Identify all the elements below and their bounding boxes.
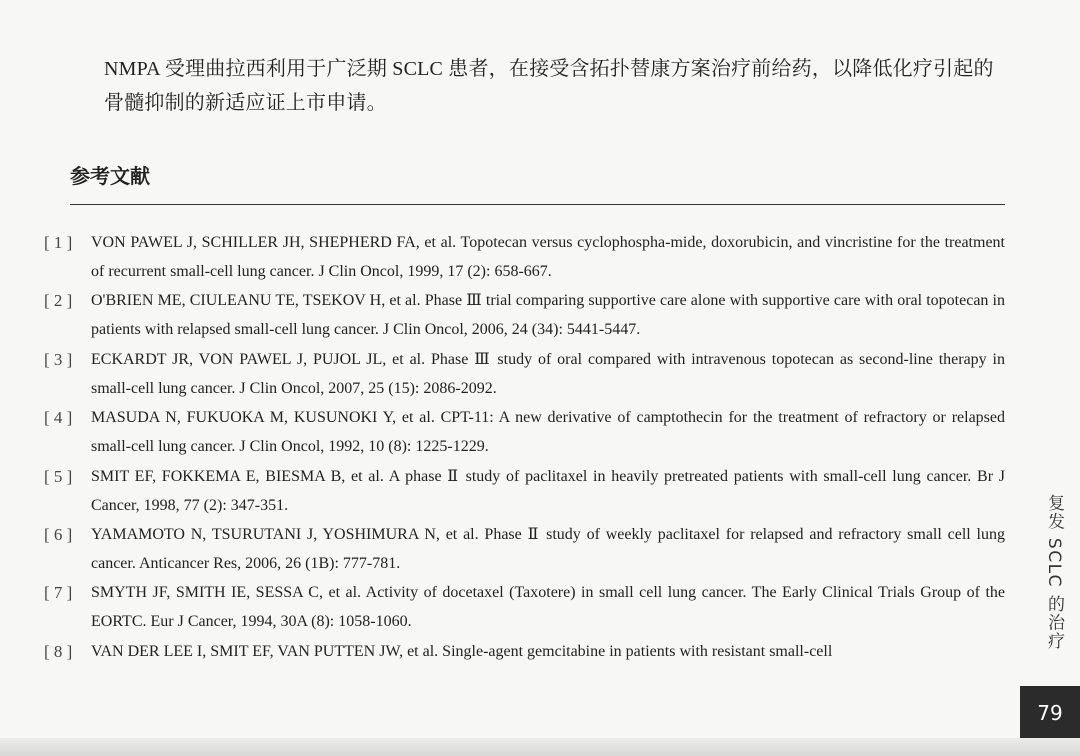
reference-text: YAMAMOTO N, TSURUTANI J, YOSHIMURA N, et al. Phase Ⅱ study of weekly paclitaxel for relapsed and refractory small cell lung cancer. Anticancer Res, 2006, 26 (1B): 777-781. [91, 525, 1005, 572]
reference-item [0, 286, 1005, 344]
reference-text: ECKARDT JR, VON PAWEL J, PUJOL JL, et al. Phase Ⅲ study of oral compared with intravenous topotecan as second-line therapy in small-cell lung cancer. J Clin Oncol, 2007, 25 (15): 2086-2092. [91, 350, 1005, 397]
reference-text: VON PAWEL J, SCHILLER JH, SHEPHERD FA, et al. Topotecan versus cyclophospha-mide, doxorubicin, and vincristine for the treatment of recurrent small-cell lung cancer. J Clin Oncol, 1999, 17 (2): 658-667. [91, 234, 1005, 280]
reference-number: [ 3 ] [44, 349, 73, 369]
reference-text: O'BRIEN ME, CIULEANU TE, TSEKOV H, et al. Phase Ⅲ trial comparing supportive care alone with supportive care with oral topotecan in patients with relapsed small-cell lung cancer. J Clin Oncol, 2006, 24 (34): 5441-5447. [91, 292, 1005, 339]
page-number-tab [1020, 686, 1080, 740]
reference-item [0, 345, 1005, 403]
reference-text: SMYTH JF, SMITH IE, SESSA C, et al. Activity of docetaxel (Taxotere) in small cell lung cancer. The Early Clinical Trials Group of the EORTC. Eur J Cancer, 1994, 30A (8): 1058-1060. [91, 584, 1005, 631]
reference-number: [ 4 ] [44, 408, 73, 428]
reference-number: [ 5 ] [44, 466, 73, 486]
reference-number: [ 7 ] [44, 583, 73, 603]
reference-number: [ 6 ] [44, 524, 73, 544]
reference-item [0, 578, 1005, 636]
reference-text: MASUDA N, FUKUOKA M, KUSUNOKI Y, et al. CPT-11: A new derivative of camptothecin for the treatment of refractory or relapsed small-cell lung cancer. J Clin Oncol, 1992, 10 (8): 1225-1229. [91, 409, 1005, 456]
reference-text: VAN DER LEE I, SMIT EF, VAN PUTTEN JW, et al. Single-agent gemcitabine in patients with resistant small-cell [91, 642, 833, 660]
references-heading: 参考文献 [70, 164, 150, 188]
reference-item [0, 637, 1005, 666]
chapter-side-title: 复发 SCLC 的治疗 [1044, 494, 1064, 651]
reference-number: [ 2 ] [44, 291, 73, 311]
reference-number: [ 8 ] [44, 641, 73, 661]
reference-number: [ 1 ] [44, 233, 73, 252]
reference-item [0, 462, 1005, 520]
reference-item [0, 228, 1005, 286]
reference-item [0, 520, 1005, 578]
reference-item [0, 403, 1005, 461]
intro-paragraph: NMPA 受理曲拉西利用于广泛期 SCLC 患者，在接受含拓扑替康方案治疗前给药，以降低化疗引起的骨髓抑制的新适应证上市申请。 [104, 58, 994, 114]
heading-divider [70, 204, 1005, 205]
reference-text: SMIT EF, FOKKEMA E, BIESMA B, et al. A phase Ⅱ study of paclitaxel in heavily pretreated patients with small-cell lung cancer. Br J Cancer, 1998, 77 (2): 347-351. [91, 467, 1005, 514]
page-number: 79 [1037, 701, 1063, 725]
reference-list [0, 228, 1010, 666]
page-bottom-edge [0, 738, 1080, 756]
